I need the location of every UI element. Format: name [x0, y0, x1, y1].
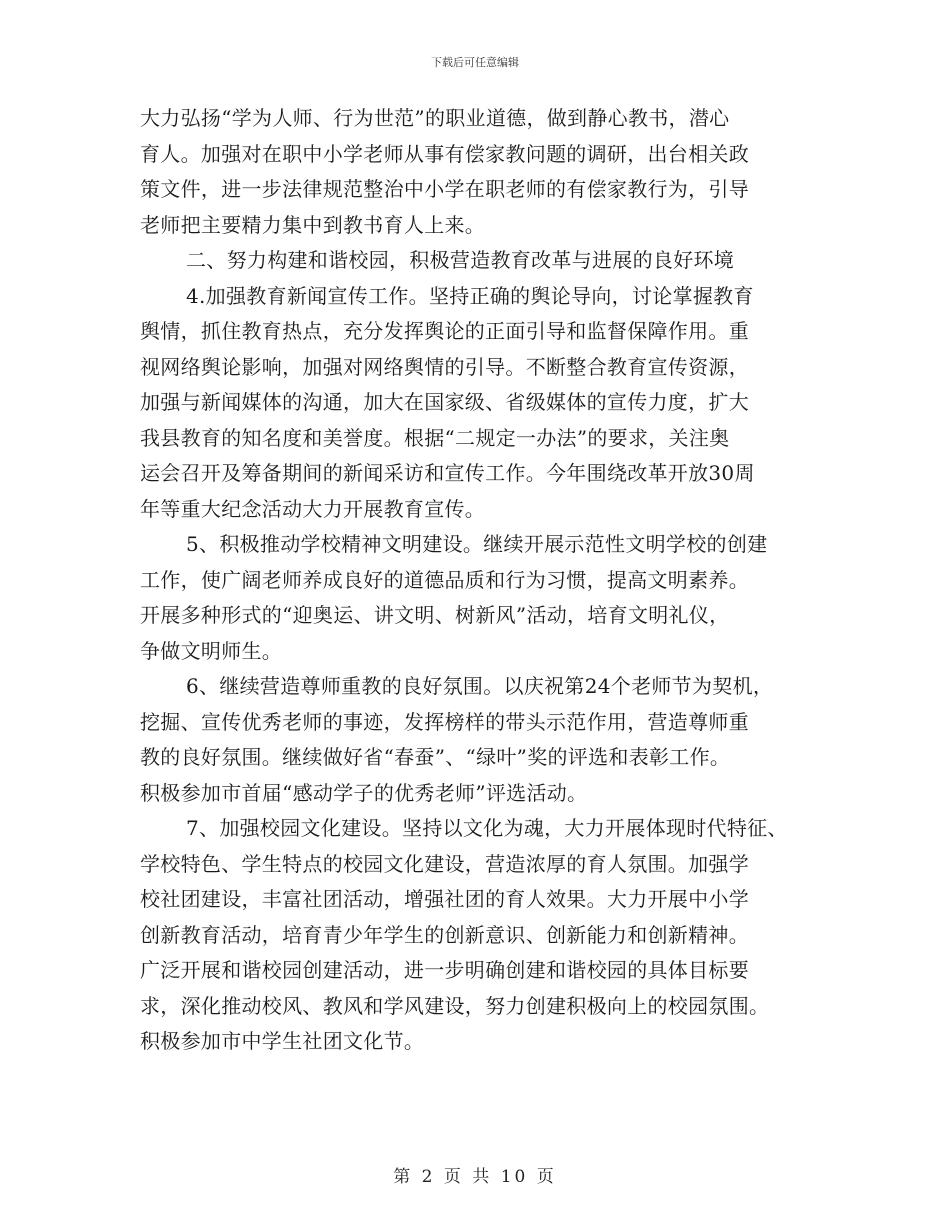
text-line: 挖掘、宣传优秀老师的事迹，发挥榜样的带头示范作用，营造尊师重 [140, 709, 749, 734]
text-line: 校社团建设，丰富社团活动，增强社团的育人效果。大力开展中小学 [140, 887, 749, 911]
text-line: 我县教育的知名度和美誉度。根据“二规定一办法”的要求，关注奥 [140, 425, 730, 450]
text-line: 广泛开展和谐校园创建活动，进一步明确创建和谐校园的具体目标要 [140, 958, 749, 982]
text-line: 老师把主要精力集中到教书育人上来。 [140, 212, 486, 237]
text-line: 视网络舆论影响，加强对网络舆情的引导。不断整合教育宣传资源， [140, 354, 749, 379]
text-line: 开展多种形式的“迎奥运、讲文明、树新风”活动，培育文明礼仪， [140, 603, 730, 627]
text-line: 积极参加市首届“感动学子的优秀老师”评选活动。 [140, 780, 588, 805]
text-line: 工作，使广阔老师养成良好的道德品质和行为习惯，提高文明素养。 [140, 567, 749, 592]
text-line: 加强与新闻媒体的沟通，加大在国家级、省级媒体的宣传力度，扩大 [140, 390, 749, 414]
document-body [140, 101, 840, 1060]
text-line: 争做文明师生。 [140, 638, 283, 663]
text-line: 学校特色、学生特点的校园文化建设，营造浓厚的育人氛围。加强学 [140, 851, 749, 876]
text-line: 创新教育活动，培育青少年学生的创新意识、创新能力和创新精神。 [140, 922, 749, 947]
text-line: 育人。加强对在职中小学老师从事有偿家教问题的调研，出台相关政 [140, 141, 749, 166]
paragraph-first-line: 7、加强校园文化建设。坚持以文化为魂，大力开展体现时代特征、 [186, 816, 788, 840]
text-line: 大力弘扬“学为人师、行为世范”的职业道德，做到静心教书，潜心 [140, 106, 730, 130]
page-footer: 第 2 页 共 10 页 [393, 1167, 557, 1187]
paragraph-first-line: 6、继续营造尊师重教的良好氛围。以庆祝第24个老师节为契机， [186, 674, 774, 698]
text-line: 舆情，抓住教育热点，充分发挥舆论的正面引导和监督保障作用。重 [140, 319, 749, 343]
text-line: 积极参加市中学生社团文化节。 [140, 1029, 425, 1053]
paragraph-first-line: 5、积极推动学校精神文明建设。继续开展示范性文明学校的创建 [186, 532, 768, 556]
text-line: 年等重大纪念活动大力开展教育宣传。 [140, 496, 486, 521]
paragraph-first-line: 4.加强教育新闻宣传工作。坚持正确的舆论导向，讨论掌握教育 [186, 283, 754, 308]
text-line: 求，深化推动校风、教风和学风建设，努力创建积极向上的校园氛围。 [140, 993, 770, 1018]
paragraph-first-line: 二、努力构建和谐校园，积极营造教育改革与进展的良好环境 [186, 248, 735, 272]
text-line: 策文件，进一步法律规范整治中小学在职老师的有偿家教行为，引导 [140, 177, 749, 201]
page-header: 下载后可任意编辑 [431, 56, 519, 69]
text-line: 运会召开及筹备期间的新闻采访和宣传工作。今年围绕改革开放30周 [140, 461, 755, 485]
text-line: 教的良好氛围。继续做好省“春蚕”、“绿叶”奖的评选和表彰工作。 [140, 745, 731, 769]
